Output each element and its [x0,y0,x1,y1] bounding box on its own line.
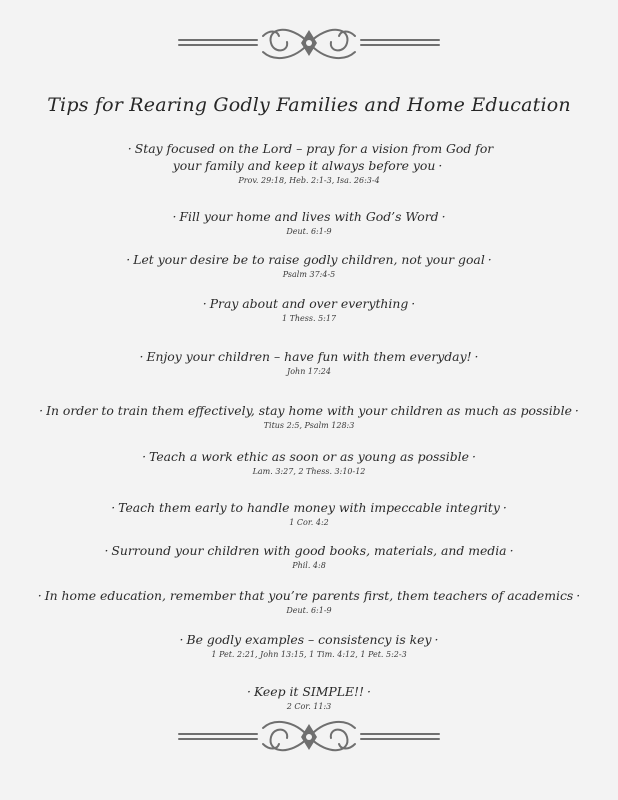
bullet: · [172,209,177,224]
tip-4 [0,295,618,324]
bullet: · [104,543,109,558]
tip-8 [0,499,618,528]
bullet: · [179,632,184,647]
bullet: · [576,588,581,603]
bullet: · [471,449,476,464]
tip-reference: Psalm 37:4-5 [282,270,336,279]
bullet: · [127,141,132,156]
tip-reference: Prov. 29:18, Heb. 2:1-3, Isa. 26:3-4 [238,176,380,185]
tip-text: Be godly examples – consistency is key [186,632,432,647]
bullet: · [366,684,371,699]
tip-text: Let your desire be to raise godly children, not your goal [133,252,485,267]
bullet: · [474,349,479,364]
tip-text: Surround your children with good books, materials, and media [111,543,507,558]
tip-text: Keep it SIMPLE!! [254,684,364,699]
tip-2 [0,208,618,237]
bullet: · [411,296,416,311]
tip-reference: 1 Thess. 5:17 [281,314,337,323]
bullet: · [139,349,144,364]
bullet: · [434,632,439,647]
page-title: Tips for Rearing Godly Families and Home Education [47,94,571,116]
tip-text: Enjoy your children – have fun with them everyday! [146,349,472,364]
tip-1 [0,140,618,186]
tip-reference: Titus 2:5, Psalm 128:3 [263,421,355,430]
bullet: · [438,158,443,173]
tip-12 [0,683,618,712]
tip-text: Fill your home and lives with God’s Word [179,209,439,224]
bullet: · [37,588,42,603]
tip-6 [0,402,618,431]
tip-reference: 1 Pet. 2:21, John 13:15, 1 Tim. 4:12, 1 Pet. 5:2-3 [211,650,407,659]
tip-text: Teach a work ethic as soon or as young as possible [149,449,469,464]
bullet: · [574,403,579,418]
tip-reference: 2 Cor. 11:3 [286,702,332,711]
tip-reference: Phil. 4:8 [292,561,326,570]
tip-9 [0,542,618,571]
top-flourish-ornament-icon [0,18,618,68]
bottom-flourish-ornament-icon [0,712,618,762]
bullet: · [487,252,492,267]
tip-reference: 1 Cor. 4:2 [289,518,329,527]
tip-text: Pray about and over everything [209,296,409,311]
bullet: · [247,684,251,699]
tip-text: In order to train them effectively, stay home with your children as much as possible [46,403,572,418]
tip-reference: Deut. 6:1-9 [286,606,332,615]
tip-text: Teach them early to handle money with impeccable integrity [118,500,500,515]
tip-text-line1: Stay focused on the Lord – pray for a vision from God for [134,141,494,156]
bullet: · [509,543,514,558]
bullet: · [142,449,147,464]
tip-7 [0,448,618,477]
bullet: · [441,209,446,224]
bullet: · [39,403,44,418]
tip-reference: John 17:24 [287,367,331,376]
tip-reference: Deut. 6:1-9 [286,227,332,236]
tip-11 [0,631,618,660]
tip-10 [0,587,618,616]
bullet: · [502,500,507,515]
tip-5 [0,348,618,377]
tip-3 [0,251,618,280]
bullet: · [202,296,207,311]
tip-text-line2: your family and keep it always before you [172,158,436,173]
bullet: · [111,500,116,515]
tip-text: In home education, remember that you’re parents first, them teachers of academics [44,588,574,603]
bullet: · [126,252,131,267]
tip-reference: Lam. 3:27, 2 Thess. 3:10-12 [252,467,366,476]
